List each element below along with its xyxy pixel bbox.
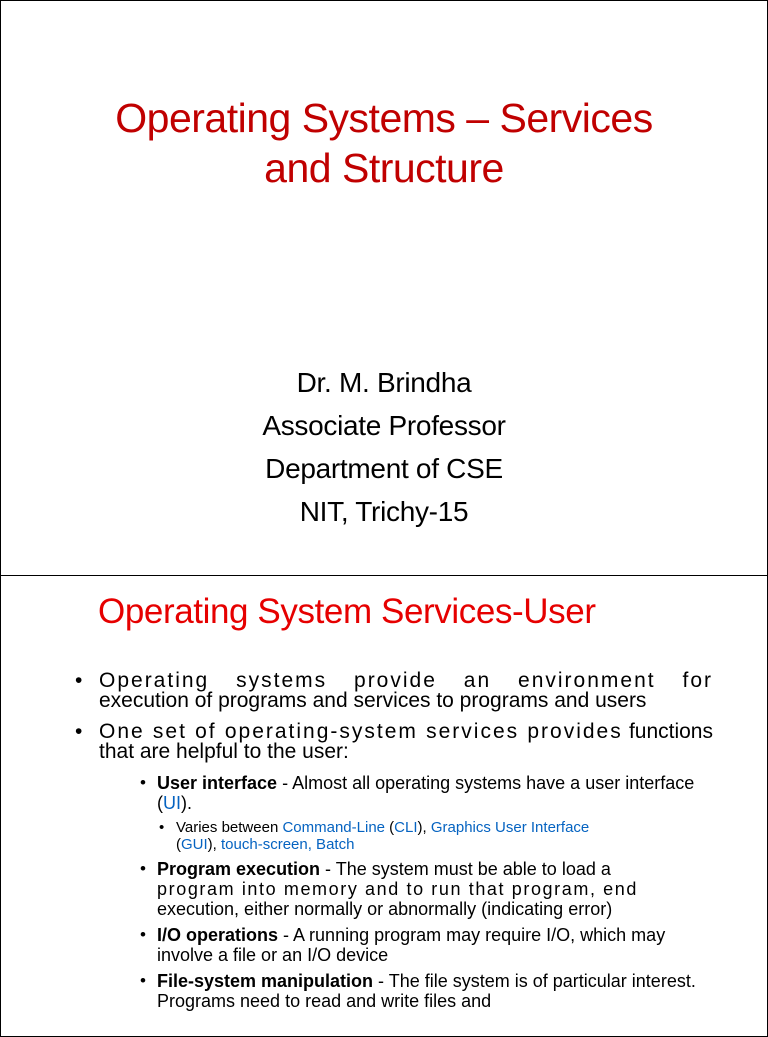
title-line-1: Operating Systems – Services [115,95,653,141]
bullet-environment [73,671,713,711]
paren-open: ( [385,819,395,836]
bullet-icon: • [75,669,83,692]
bullet-user-services [73,722,713,762]
author-institute: NIT, Trichy-15 [299,496,469,527]
term-program-execution: Program execution [157,859,321,879]
cli-abbr: CLI [394,819,418,836]
bullet-icon: • [75,720,83,743]
ui-abbr: UI [163,793,181,813]
bullet-icon: • [140,925,146,944]
other-interfaces: touch-screen, Batch [221,836,355,853]
bullet-user-interface [137,773,708,813]
bullet-ui-types: • Varies between Command-Line (CLI), Graphics User Interface (GUI), touch-screen, Batch [159,819,590,853]
ui-text-a: - Almost all operating systems have a user interface ( [157,773,695,813]
fs-text: - The file system is of particular interest. Programs need to read and write files and [157,971,696,1011]
bullet-text-rest: functions that are helpful to the user: [99,720,713,763]
bullet-icon: • [140,971,146,990]
bullet-text-line1: Operating systems provide an environment for [99,669,713,692]
slide-content [73,671,713,1017]
author-block [1,361,767,533]
paren-close-2: ), [207,836,222,853]
prog-line3: execution, either normally or abnormally (indicating error) [157,899,613,919]
term-io-operations: I/O operations [157,925,279,945]
io-text: - A running program may require I/O, which may involve a file or an I/O device [157,925,666,965]
cli-full: Command-Line [282,819,385,836]
gui-abbr: GUI [181,836,208,853]
bullet-io-operations [137,925,708,965]
presentation-title [1,93,767,193]
bullet-icon: • [140,773,146,792]
paren-close: ), [417,819,431,836]
slide-title: Operating System Services-User [98,592,596,631]
prog-line1: - The system must be able to load a [320,859,611,879]
author-name: Dr. M. Brindha [296,367,472,398]
prog-line2: program into memory and to run that program, end [157,879,638,899]
term-file-system: File-system manipulation [157,971,374,991]
bullet-text-line1: One set of operating-system services provides [99,720,623,743]
author-department: Department of CSE [265,453,503,484]
bullet-icon: • [159,819,165,836]
ui-types-text-a: Varies between [176,819,283,836]
ui-text-b: ). [181,793,192,813]
author-position: Associate Professor [262,410,506,441]
title-line-2: and Structure [264,145,504,191]
services-slide [0,575,768,1037]
term-user-interface: User interface [157,773,278,793]
bullet-icon: • [140,859,146,878]
gui-full: Graphics User Interface [430,819,590,836]
bullet-file-system [137,971,708,1011]
bullet-program-execution [137,859,708,919]
bullet-text-rest: execution of programs and services to programs and users [99,689,647,712]
